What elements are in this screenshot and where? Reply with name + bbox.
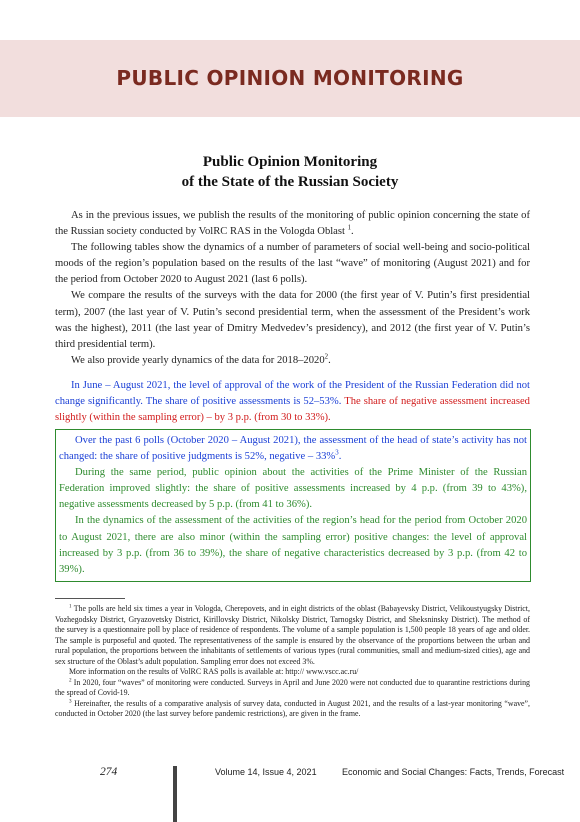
paragraph: We compare the results of the surveys with the data for 2000 (the first year of V. Putin’s first presidential term), 2007 (the last year of V. Putin’s second presidential term, when the assessment of the President’s work was the highest), 2011 (the last year of Dmitry Medvedev’s presidency), and 2012 (the first year of V. Putin’s third presidential term).: [55, 290, 530, 350]
article-title-line2: of the State of the Russian Society: [181, 174, 399, 190]
page-number: 274: [100, 766, 118, 778]
footnote-item: $^1$ The polls are held six times a year in Vologda, Cherepovets, and in eight districts of the oblast (Babayevsky District, Velikoustyugsky District, Vozhegodsky District, Gryazovetsky District, Kirillovsky District, Nikolsky District, Tarnogsky District, and Sheksninsky District). The method of the survey is a questionnaire poll by place of residence of respondents. The volume of a sample population is 1,500 people 18 years of age and older. The sample is purposeful and quoted. The representativeness of the sample is ensured by the observance of the proportions between the urban and rural population, the proportions between the inhabitants of settlements of various types (rural communities, small and medium-sized cities), age and sex structure of the Oblast’s adult population. Sampling error does not exceed 3%.: [55, 603, 530, 666]
journal-name: Economic and Social Changes: Facts, Trends, Forecast: [342, 767, 565, 777]
footnote-link-text[interactable]: More information on the results of VolRC RAS polls is available at: http:// www.vscc.ac.ru/: [69, 667, 359, 676]
footnote-item: [55, 667, 530, 678]
frame-paragraph-region-head: In the dynamics of the assessment of the activities of the region’s head for the period from October 2020 to August 2021, there are also minor (within the sampling error) positive changes: the level of approval increased by 3 p.p. (from 36 to 39%), the share of negative characteristics decreased by 3 p.p. (from 42 to 39%).: [59, 515, 527, 575]
footnote-item: $^2$ In 2020, four “waves” of monitoring were conducted. Surveys in April and June 2020 were not conducted due to quarantine restrictions during the spread of Covid-19.: [55, 676, 530, 697]
highlight-red-text: The share of negative assessment increased slightly (within the sampling error) – by 3 p.p. (from 30 to 33%).: [55, 396, 530, 424]
footnote-item: $^3$ Hereinafter, the results of a comparative analysis of survey data, conducted in August 2021, and the results of a last-year monitoring “wave”, conducted in October 2020 (the last survey before pandemic restrictions), are given in the frame.: [55, 697, 530, 718]
frame-paragraph-prime-minister: During the same period, public opinion about the activities of the Prime Minister of the Russian Federation improved slightly: the share of positive assessments increased by 4 p.p. (from 39 to 43%), negative assessments decreased by 5 p.p. (from 41 to 36%).: [59, 467, 527, 511]
summary-frame: [55, 429, 531, 582]
footer-divider: [173, 766, 177, 822]
paragraph: As in the previous issues, we publish the results of the monitoring of public opinion concerning the state of the Russian society conducted by VolRC RAS in the Vologda Oblast $^1$.: [55, 210, 530, 238]
footnotes: [55, 604, 530, 720]
president-approval-highlight: [55, 378, 530, 426]
section-title: PUBLIC OPINION MONITORING: [116, 66, 464, 90]
footnote-divider: [55, 598, 125, 599]
article-title: [40, 152, 540, 192]
section-header: [0, 40, 580, 117]
paragraph: The following tables show the dynamics of a number of parameters of social well-being and socio-political moods of the region’s population based on the results of the last “wave” of monitoring (August 2021) and for the period from October 2020 to August 2021 (last 6 polls).: [55, 242, 530, 286]
page-footer: [0, 760, 580, 820]
footnote-ref[interactable]: 2: [324, 353, 329, 361]
article-title-line1: Public Opinion Monitoring: [202, 154, 378, 170]
article-body: [55, 208, 530, 369]
footnote-ref[interactable]: 1: [347, 224, 352, 232]
highlight-blue-text: In June – August 2021, the level of approval of the work of the President of the Russian Federation did not change significantly. The share of positive assessments is 52–53%.: [55, 380, 530, 408]
paragraph: We also provide yearly dynamics of the data for 2018–2020$^2$.: [71, 353, 331, 366]
volume-info: Volume 14, Issue 4, 2021: [215, 767, 317, 777]
frame-paragraph-president: Over the past 6 polls (October 2020 – August 2021), the assessment of the head of state’s activity has not changed: the share of positive judgments is 52%, negative – 33%$^3$.: [59, 435, 527, 463]
footnote-ref[interactable]: 3: [335, 449, 339, 457]
